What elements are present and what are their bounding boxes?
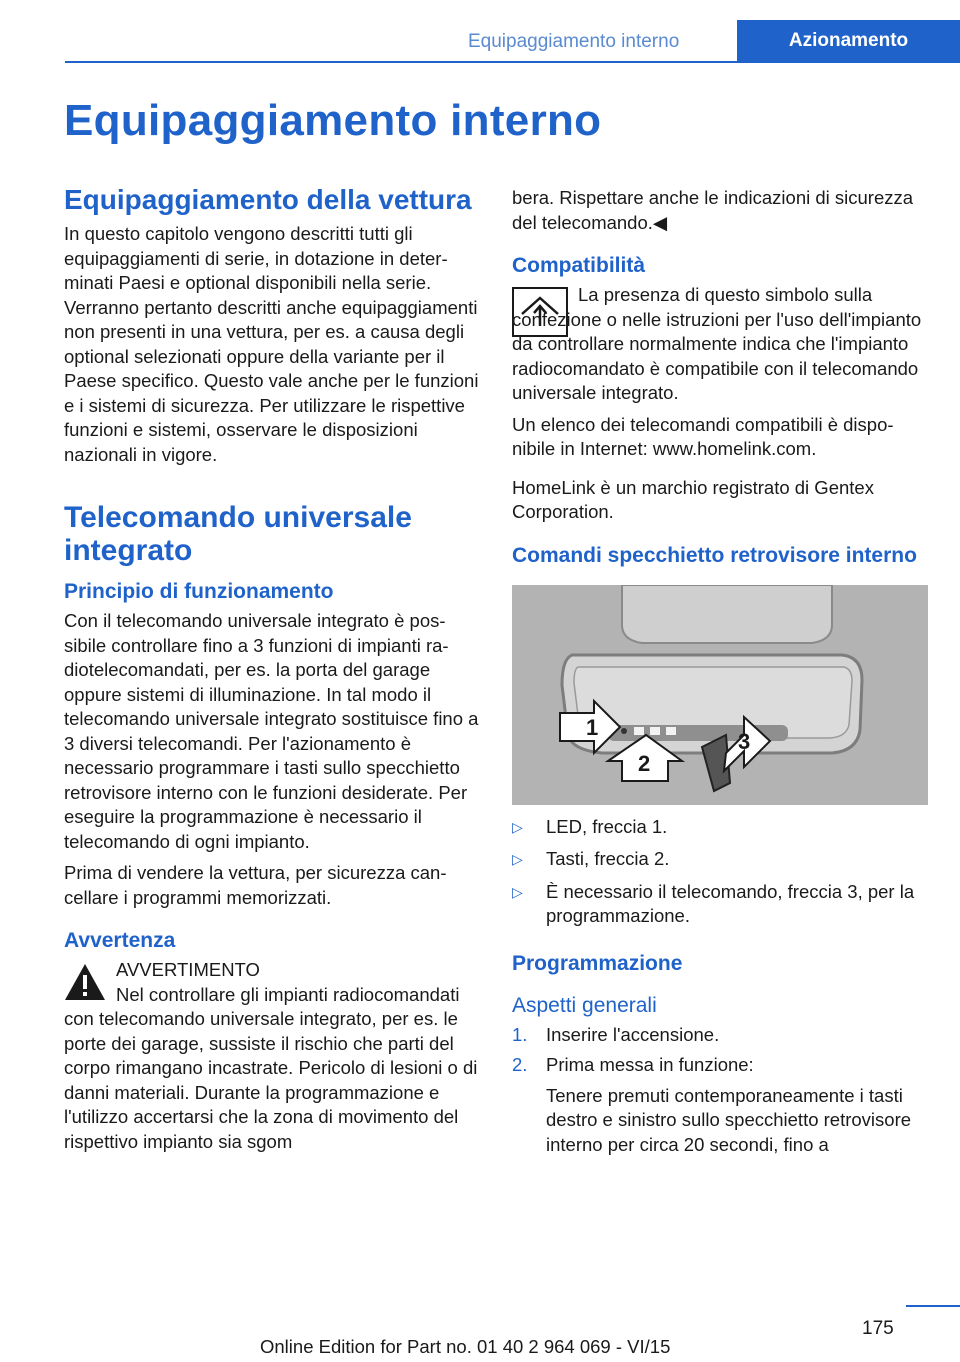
elenco-paragraph: Un elenco dei telecomandi compatibili è disponibile in Internet: www.homelink.com. [512,413,894,459]
step-detail: Tenere premuti contemporaneamente i tasti destro e sinistro sullo specchietto retrovisore interno per circa 20 secondi, fino a [546,1084,912,1155]
figure-label-2: 2 [638,750,651,776]
warning-text: Nel controllare gli impianti radiocomandati con telecomando universale integrato, per es. le porte dei garage, sussiste il rischio che parti del corpo rimangano incastrate. Pericolo di lesioni o di danni materiali. Durante la programmazione e l'utilizzo accertarsi che la zona di movimento del rispettivo impianto sia sgom [64,983,478,1152]
heading-programmazione: Programmazione [512,951,683,975]
heading-aspetti-generali: Aspetti generali [512,993,657,1017]
mirror-figure [512,585,928,805]
list-item: ▷ Tasti, freccia 2. [512,847,928,872]
mirror-illustration [512,585,928,805]
page-number: 175 [862,1318,894,1339]
compat-block [512,283,928,406]
heading-compatibilita: Compatibilità [512,254,646,277]
homelink-house-icon [512,287,568,337]
heading-comandi-specchietto: Comandi specchietto retrovisore interno [512,543,917,567]
page-header [0,0,960,62]
right-column [512,186,928,1163]
header-rule [65,61,960,63]
warning-title: AVVERTIMENTO [116,959,260,980]
left-column [64,184,480,1161]
heading-telecomando-universale: Telecomando universale integrato [64,501,412,567]
intro-paragraph: In questo capitolo vengono descritti tutti gli equipaggiamenti di serie, in dotazione in determinati Paesi e optional disponibili nella serie. Verranno pertanto descritti anche equipaggiamenti non presenti in una vettura, per es. a causa degli optional selezionati oppure della variante per il Paese specifico. Questo vale anche per le funzioni e i sistemi di sicurezza. Per utilizzare le rispettive funzioni e sistemi, osservare le disposizioni nazionali in vigore. [64,223,479,465]
figure-label-1: 1 [586,714,599,740]
header-chapter-tab: Azionamento [737,20,960,62]
heading-avvertenza: Avvertenza [64,929,176,952]
vendere-paragraph: Prima di vendere la vettura, per sicurezza cancellare i programmi memorizzati. [64,862,447,908]
heading-principio: Principio di funzionamento [64,580,334,603]
footer-rule [906,1305,960,1307]
principio-paragraph: Con il telecomando universale integrato è possibile controllare fino a 3 funzioni di impianti radiotelecomandati, per es. la porta del garage oppure sistemi di illuminazione. In tal modo il telecomando universale integrato sostituisce fino a 3 diversi telecomandi. Per l'azionamento è necessario programmare i tasti sullo specchietto retrovisore interno con le funzioni desiderate. Per eseguire la programmazione è necessario il telecomando di ogni impianto. [64,610,479,852]
page-title: Equipaggiamento interno [64,96,602,145]
step-item: 2. Prima messa in funzione: Tenere premuti contemporaneamente i tasti destro e sinistro sullo specchietto retrovisore interno per circa 20 secondi, fino a [512,1053,928,1157]
footer-edition: Online Edition for Part no. 01 40 2 964 069 - VI/15 [260,1336,671,1357]
bullet-arrow-icon: ▷ [512,818,523,835]
figure-legend-list [512,815,928,929]
list-item: ▷ È necessario il telecomando, freccia 3, per la programmazione. [512,880,915,926]
warning-triangle-icon [64,962,106,1002]
bullet-arrow-icon: ▷ [512,883,523,900]
list-item: ▷ LED, freccia 1. [512,815,928,840]
heading-equipaggiamento-vettura: Equipaggiamento della vettura [64,184,472,215]
figure-label-3: 3 [738,728,751,754]
bullet-arrow-icon: ▷ [512,851,523,867]
header-section-title: Equipaggiamento interno [468,31,680,52]
step-item: 1. Inserire l'accensione. [512,1023,720,1045]
homelink-paragraph: HomeLink è un marchio registrato di Gentex Corporation. [512,476,874,522]
compat-paragraph: La presenza di questo simbolo sulla confezione o nelle istruzioni per l'uso dell'impianto da controllare normalmente indica che l'impianto radiocomandato è compatibile con il telecomando universale integrato. [512,284,922,403]
continued-paragraph: bera. Rispettare anche le indicazioni di sicurezza del telecomando.◀ [512,187,914,233]
warning-block [64,958,480,1154]
steps-list [512,1023,928,1158]
